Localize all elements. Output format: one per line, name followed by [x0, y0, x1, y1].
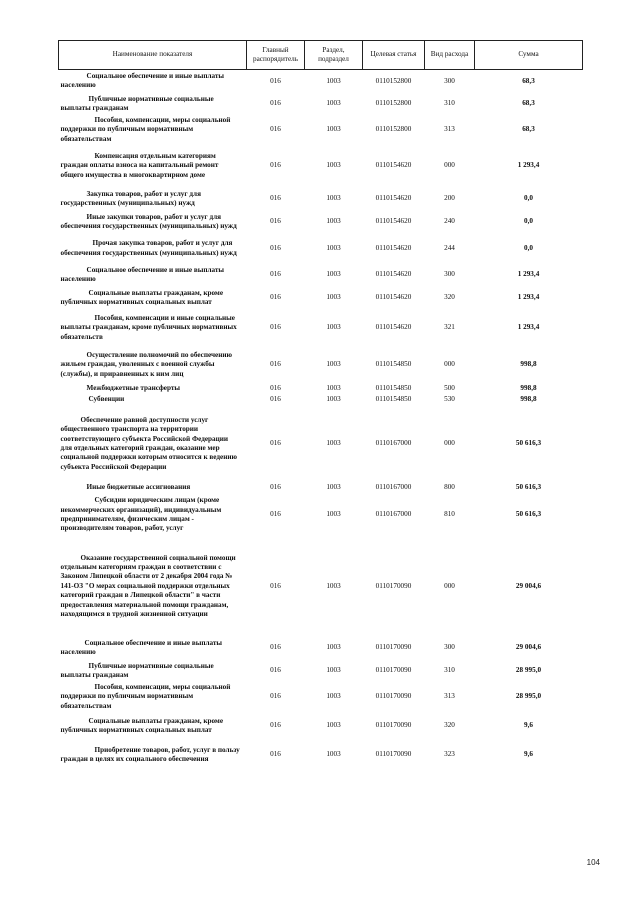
row-sum: 1 293,4 [517, 270, 540, 279]
row-sum: 9,6 [524, 721, 533, 730]
table-row [59, 395, 583, 406]
table-body [59, 70, 583, 770]
row-target-article: 0110167000 [375, 510, 412, 519]
row-name: Пособия, компенсации, меры социальной поддержки по публичным нормативным обязательствам [60, 115, 231, 143]
table-row [59, 660, 583, 683]
row-sum: 998,8 [520, 384, 537, 393]
table-row [59, 741, 583, 770]
row-name: Пособия, компенсации, меры социальной поддержки по публичным нормативным обязательствам [60, 682, 231, 710]
row-expense-type: 300 [444, 76, 455, 85]
row-section: 1003 [326, 270, 341, 279]
row-sum: 68,3 [522, 76, 535, 85]
row-target-article: 0110167000 [375, 483, 412, 492]
table-row [59, 347, 583, 384]
table-row [59, 683, 583, 712]
row-section: 1003 [326, 194, 341, 203]
row-main-manager: 016 [270, 721, 281, 730]
row-name: Социальные выплаты гражданам, кроме публичных нормативных социальных выплат [60, 716, 224, 734]
row-expense-type: 500 [444, 384, 455, 393]
row-section: 1003 [326, 581, 341, 590]
row-name: Осуществление полномочий по обеспечению жильем граждан, уволенных с военной службы (службы), и приравненных к ним лиц [60, 350, 232, 378]
table-row [59, 287, 583, 310]
row-main-manager: 016 [270, 99, 281, 108]
row-main-manager: 016 [270, 643, 281, 652]
row-target-article: 0110154620 [375, 194, 412, 203]
row-section: 1003 [326, 510, 341, 519]
row-section: 1003 [326, 384, 341, 393]
row-section: 1003 [326, 243, 341, 252]
table-row [59, 70, 583, 93]
row-target-article: 0110154620 [375, 293, 412, 302]
row-target-article: 0110154620 [375, 243, 412, 252]
row-main-manager: 016 [270, 217, 281, 226]
row-target-article: 0110154850 [375, 360, 412, 369]
row-main-manager: 016 [270, 270, 281, 279]
row-target-article: 0110154620 [375, 217, 412, 226]
row-sum: 1 293,4 [517, 323, 540, 332]
row-target-article: 0110154620 [375, 161, 412, 170]
row-name: Межбюджетные трансферты [86, 384, 181, 393]
row-expense-type: 313 [444, 692, 455, 701]
row-name: Субсидии юридическим лицам (кроме некоммерческих организаций), индивидуальным предпринимателям, физическим лицам - производителям товаров, работ, услуг [60, 496, 222, 533]
row-section: 1003 [326, 692, 341, 701]
row-section: 1003 [326, 750, 341, 759]
table-row [59, 537, 583, 637]
row-target-article: 0110170090 [375, 721, 412, 730]
row-section: 1003 [326, 217, 341, 226]
row-sum: 68,3 [522, 125, 535, 134]
row-main-manager: 016 [270, 243, 281, 252]
row-target-article: 0110154620 [375, 323, 412, 332]
row-section: 1003 [326, 293, 341, 302]
row-main-manager: 016 [270, 692, 281, 701]
row-section: 1003 [326, 125, 341, 134]
row-expense-type: 320 [444, 293, 455, 302]
row-name: Публичные нормативные социальные выплаты гражданам [60, 661, 214, 679]
table-row [59, 234, 583, 264]
row-sum: 50 616,3 [515, 483, 542, 492]
budget-table [58, 40, 583, 770]
row-main-manager: 016 [270, 360, 281, 369]
row-section: 1003 [326, 483, 341, 492]
row-name: Социальное обеспечение и иные выплаты населению [60, 71, 225, 90]
header-indicator: Наименование показателя [59, 41, 247, 70]
row-name: Обеспечение равной доступности услуг общественного транспорта на территории соответствующего субъекта Российской Федерации для отдельных категорий граждан, оказание мер социальной поддержки которым относится к ведению субъекта Российской Федерации [60, 415, 237, 471]
header-sum: Сумма [475, 41, 583, 70]
row-sum: 0,0 [524, 243, 533, 252]
row-expense-type: 300 [444, 270, 455, 279]
budget-document [58, 40, 582, 770]
row-target-article: 0110152800 [375, 76, 412, 85]
row-expense-type: 000 [444, 360, 455, 369]
row-main-manager: 016 [270, 161, 281, 170]
row-sum: 29 004,6 [515, 581, 542, 590]
row-expense-type: 240 [444, 217, 455, 226]
table-row [59, 145, 583, 188]
row-sum: 998,8 [520, 395, 537, 404]
row-expense-type: 310 [444, 99, 455, 108]
row-expense-type: 320 [444, 721, 455, 730]
row-name: Публичные нормативные социальные выплаты гражданам [60, 94, 214, 112]
row-sum: 1 293,4 [517, 161, 540, 170]
row-target-article: 0110152800 [375, 125, 412, 134]
row-target-article: 0110167000 [375, 439, 412, 448]
row-expense-type: 313 [444, 125, 455, 134]
row-target-article: 0110170090 [375, 692, 412, 701]
row-main-manager: 016 [270, 125, 281, 134]
row-main-manager: 016 [270, 510, 281, 519]
row-section: 1003 [326, 99, 341, 108]
row-expense-type: 530 [444, 395, 455, 404]
row-target-article: 0110152800 [375, 99, 412, 108]
row-section: 1003 [326, 439, 341, 448]
row-target-article: 0110170090 [375, 666, 412, 675]
row-name: Социальное обеспечение и иные выплаты населению [60, 638, 223, 656]
row-name: Приобретение товаров, работ, услуг в пользу граждан в целях их социального обеспечения [60, 745, 240, 763]
row-expense-type: 300 [444, 643, 455, 652]
table-row [59, 494, 583, 537]
row-main-manager: 016 [270, 384, 281, 393]
table-row [59, 712, 583, 741]
table-row [59, 637, 583, 660]
row-section: 1003 [326, 161, 341, 170]
table-row [59, 483, 583, 494]
row-expense-type: 000 [444, 161, 455, 170]
row-expense-type: 000 [444, 581, 455, 590]
row-section: 1003 [326, 395, 341, 404]
row-sum: 28 995,0 [515, 692, 542, 701]
header-expense-type: Вид расхода [425, 41, 475, 70]
row-sum: 998,8 [520, 360, 537, 369]
row-sum: 1 293,4 [517, 293, 540, 302]
row-target-article: 0110170090 [375, 643, 412, 652]
page-number: 104 [586, 858, 600, 867]
header-section: Раздел, подраздел [305, 41, 363, 70]
table-row [59, 406, 583, 483]
row-target-article: 0110170090 [375, 581, 412, 590]
row-expense-type: 244 [444, 243, 455, 252]
table-row [59, 93, 583, 116]
row-sum: 0,0 [524, 217, 533, 226]
row-section: 1003 [326, 721, 341, 730]
row-expense-type: 321 [444, 323, 455, 332]
row-sum: 50 616,3 [515, 510, 542, 519]
row-section: 1003 [326, 323, 341, 332]
header-main-manager: Главный распорядитель [247, 41, 305, 70]
row-name: Закупка товаров, работ и услуг для государственных (муниципальных) нужд [60, 189, 201, 207]
row-expense-type: 323 [444, 750, 455, 759]
row-name: Оказание государственной социальной помощи отдельным категориям граждан в соответствии с Законом Липецкой области от 2 декабря 2004 года № 141-ОЗ "О мерах социальной поддержки отдельных категорий граждан в Липецкой области" в части предоставления материальной помощи гражданам, находящимся в трудной жизненной ситуации [60, 553, 236, 618]
row-main-manager: 016 [270, 439, 281, 448]
row-sum: 0,0 [524, 194, 533, 203]
row-sum: 28 995,0 [515, 666, 542, 675]
row-section: 1003 [326, 643, 341, 652]
row-main-manager: 016 [270, 395, 281, 404]
row-section: 1003 [326, 76, 341, 85]
row-name: Пособия, компенсации и иные социальные выплаты гражданам, кроме публичных нормативных обязательств [60, 313, 237, 341]
row-name: Компенсация отдельным категориям граждан оплаты взноса на капитальный ремонт общего имущества в многоквартирном доме [60, 151, 219, 179]
row-name: Иные бюджетные ассигнования [86, 483, 191, 492]
row-expense-type: 310 [444, 666, 455, 675]
row-main-manager: 016 [270, 666, 281, 675]
row-expense-type: 000 [444, 439, 455, 448]
row-expense-type: 800 [444, 483, 455, 492]
row-section: 1003 [326, 666, 341, 675]
row-name: Социальные выплаты гражданам, кроме публичных нормативных социальных выплат [60, 288, 224, 306]
row-name: Социальное обеспечение и иные выплаты населению [60, 265, 225, 283]
table-row [59, 116, 583, 145]
table-row [59, 211, 583, 234]
row-sum: 29 004,6 [515, 643, 542, 652]
row-expense-type: 810 [444, 510, 455, 519]
row-name: Иные закупки товаров, работ и услуг для обеспечения государственных (муниципальных) нужд [60, 212, 237, 230]
header-target-article: Целевая статья [363, 41, 425, 70]
row-main-manager: 016 [270, 194, 281, 203]
row-section: 1003 [326, 360, 341, 369]
row-main-manager: 016 [270, 76, 281, 85]
row-target-article: 0110154850 [375, 384, 412, 393]
row-name: Субвенции [88, 395, 125, 404]
row-main-manager: 016 [270, 750, 281, 759]
row-main-manager: 016 [270, 581, 281, 590]
row-main-manager: 016 [270, 483, 281, 492]
row-expense-type: 200 [444, 194, 455, 203]
table-header-row [59, 41, 583, 70]
row-target-article: 0110154620 [375, 270, 412, 279]
row-sum: 9,6 [524, 750, 533, 759]
row-target-article: 0110170090 [375, 750, 412, 759]
row-main-manager: 016 [270, 323, 281, 332]
table-row [59, 384, 583, 395]
row-name: Прочая закупка товаров, работ и услуг для обеспечения государственных (муниципальных) нужд [60, 239, 237, 257]
table-row [59, 264, 583, 287]
row-sum: 50 616,3 [515, 439, 542, 448]
table-row [59, 188, 583, 211]
row-main-manager: 016 [270, 293, 281, 302]
row-target-article: 0110154850 [375, 395, 412, 404]
table-row [59, 310, 583, 347]
row-sum: 68,3 [522, 99, 535, 108]
